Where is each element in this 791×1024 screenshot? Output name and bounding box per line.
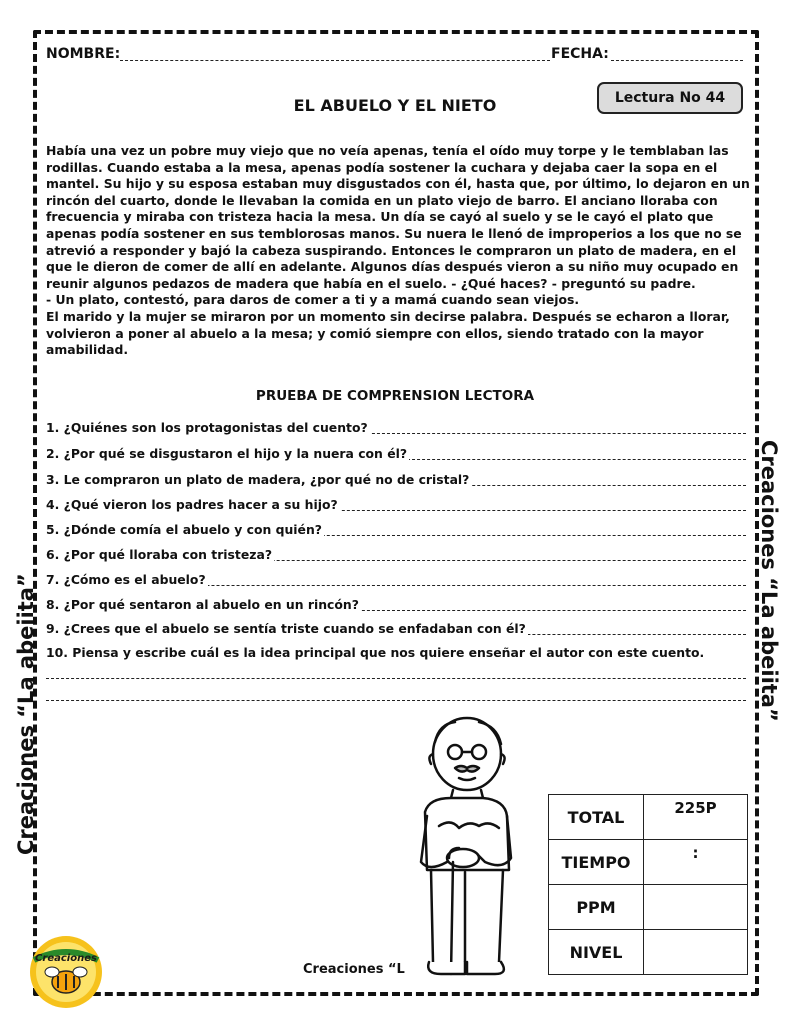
score-value[interactable] xyxy=(644,885,748,930)
question-3[interactable] xyxy=(46,472,746,492)
story-paragraph: El marido y la mujer se miraron por un momento sin decirse palabra. Después se echaron a llorar, volvieron a poner al abuelo a la mesa; y comió siempre con ellos, siendo tratado con la mayor amabilidad. xyxy=(46,308,730,358)
question-2[interactable] xyxy=(46,446,746,466)
question-text: 7. ¿Cómo es el abuelo? xyxy=(46,572,206,587)
score-label: PPM xyxy=(549,885,644,930)
question-7[interactable] xyxy=(46,572,746,592)
question-text: 1. ¿Quiénes son los protagonistas del cuento? xyxy=(46,420,368,435)
answer-line[interactable] xyxy=(46,678,746,679)
question-4[interactable] xyxy=(46,497,746,517)
score-row-time xyxy=(549,840,748,885)
logo-text: Creaciones xyxy=(35,953,97,964)
reading-number-badge: Lectura No 44 xyxy=(597,82,743,114)
score-value[interactable]: : xyxy=(644,840,748,885)
question-text: 5. ¿Dónde comía el abuelo y con quién? xyxy=(46,522,322,537)
answer-line[interactable] xyxy=(46,700,746,701)
score-label: TIEMPO xyxy=(549,840,644,885)
score-row-total xyxy=(549,795,748,840)
question-text: 9. ¿Crees que el abuelo se sentía triste cuando se enfadaban con él? xyxy=(46,621,526,636)
question-1[interactable] xyxy=(46,420,746,440)
score-value[interactable] xyxy=(644,930,748,975)
question-text: 8. ¿Por qué sentaron al abuelo en un rincón? xyxy=(46,597,359,612)
question-text: 4. ¿Qué vieron los padres hacer a su hijo? xyxy=(46,497,338,512)
question-text: 6. ¿Por qué lloraba con tristeza? xyxy=(46,547,273,562)
story-title: EL ABUELO Y EL NIETO xyxy=(293,96,497,115)
side-watermark-left: Creaciones “La abeiita” xyxy=(14,573,38,855)
story-text xyxy=(46,143,758,359)
question-text: 2. ¿Por qué se disgustaron el hijo y la nuera con él? xyxy=(46,446,408,461)
question-5[interactable] xyxy=(46,522,746,542)
story-paragraph: Había una vez un pobre muy viejo que no veía apenas, tenía el oído muy torpe y le temblaban las rodillas. Cuando estaba a la mesa, apenas podía sostener la cuchara y dejaba caer la sopa en el mantel. Su hijo y su esposa estaban muy disgustados con él, hasta que, por último, lo dejaron en un rincón del cuarto, donde le llevaban la comida en un plato viejo de barro. El anciano lloraba con frecuencia y miraba con tristeza hacia la mesa. Un día se cayó al suelo y se le cayó el plato que apenas podía sostener en sus temblorosas manos. Su nuera le llenó de improperios a los que no se atrevió a responder y bajó la cabeza suspirando. Entonces le compraron un plato de madera, en el que le dieron de comer de allí en adelante. Algunos días después vieron a su niño muy ocupado en reunir algunos pedazos de madera que había en el suelo. - ¿Qué haces? - preguntó su padre. xyxy=(46,143,750,291)
question-8[interactable] xyxy=(46,597,746,617)
bee-logo xyxy=(28,934,104,1010)
side-watermark-right: Creaciones “La abeiita” xyxy=(757,440,781,722)
question-text: 10. Piensa y escribe cuál es la idea principal que nos quiere enseñar el autor con este cuento. xyxy=(46,645,705,660)
quiz-title: PRUEBA DE COMPRENSION LECTORA xyxy=(255,388,535,404)
score-label: TOTAL xyxy=(549,795,644,840)
question-6[interactable] xyxy=(46,547,746,567)
question-10 xyxy=(46,645,746,665)
score-table xyxy=(548,794,748,975)
question-text: 3. Le compraron un plato de madera, ¿por qué no de cristal? xyxy=(46,472,470,487)
name-field[interactable] xyxy=(120,60,550,61)
footer-credit: Creaciones “L xyxy=(303,962,405,977)
question-9[interactable] xyxy=(46,621,746,641)
header-row xyxy=(46,46,746,68)
date-field[interactable] xyxy=(611,60,743,61)
score-row-ppm xyxy=(549,885,748,930)
story-paragraph: - Un plato, contestó, para daros de comer a ti y a mamá cuando sean viejos. xyxy=(46,292,580,308)
score-value[interactable]: 225P xyxy=(644,795,748,840)
grandfather-illustration xyxy=(395,712,535,982)
name-label: NOMBRE: xyxy=(46,46,121,62)
date-label: FECHA: xyxy=(551,46,609,62)
score-row-level xyxy=(549,930,748,975)
score-label: NIVEL xyxy=(549,930,644,975)
